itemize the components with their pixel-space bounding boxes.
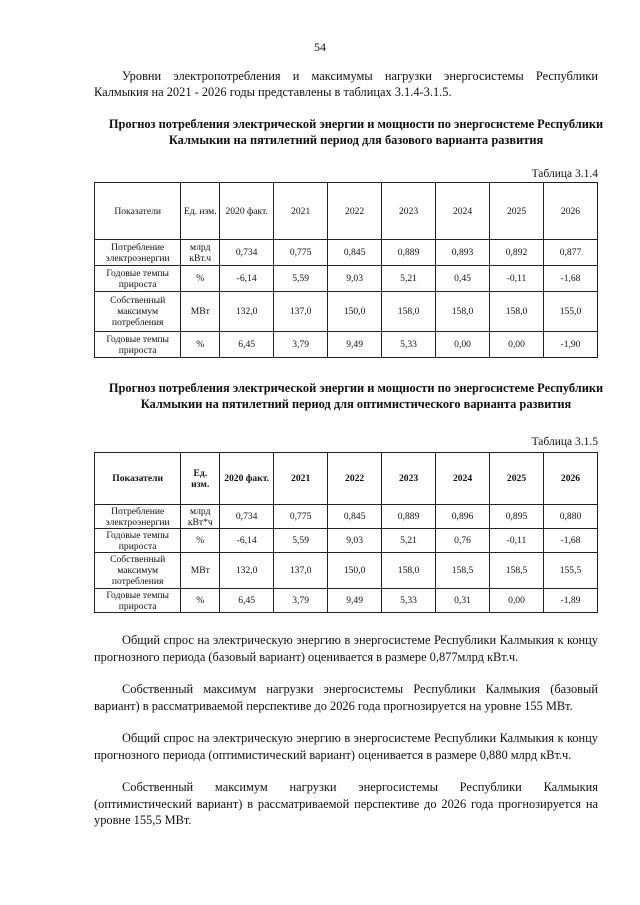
header-cell: Показатели	[95, 183, 181, 240]
unit-cell: %	[181, 332, 220, 358]
value-cell: -0,11	[490, 266, 544, 292]
value-cell: 0,00	[490, 332, 544, 358]
table-header-row	[95, 453, 598, 505]
value-cell: 0,734	[220, 505, 274, 529]
value-cell: 158,0	[490, 292, 544, 332]
header-cell: 2025	[490, 453, 544, 505]
row-label: Годовые темпы прироста	[95, 266, 181, 292]
value-cell: 0,31	[436, 589, 490, 613]
value-cell: 150,0	[328, 553, 382, 589]
value-cell: 9,49	[328, 589, 382, 613]
value-cell: 9,49	[328, 332, 382, 358]
header-cell: Ед. изм.	[181, 453, 220, 505]
value-cell: 158,0	[382, 292, 436, 332]
header-cell: 2022	[328, 453, 382, 505]
value-cell: 0,734	[220, 240, 274, 266]
value-cell: 5,21	[382, 529, 436, 553]
header-cell: 2021	[274, 453, 328, 505]
value-cell: -1,68	[544, 266, 598, 292]
value-cell: -1,90	[544, 332, 598, 358]
unit-cell: %	[181, 266, 220, 292]
row-label: Собственный максимум потребления	[95, 553, 181, 589]
header-cell: 2023	[382, 453, 436, 505]
header-cell: Ед. изм.	[181, 183, 220, 240]
header-cell: 2021	[274, 183, 328, 240]
value-cell: 0,76	[436, 529, 490, 553]
row-label: Годовые темпы прироста	[95, 529, 181, 553]
value-cell: 137,0	[274, 553, 328, 589]
unit-cell: млрд кВт.ч	[181, 240, 220, 266]
paragraph-demand-base: Общий спрос на электрическую энергию в энергосистеме Республики Калмыкия к концу прогнозного периода (базовый вариант) оценивается в размере 0,877млрд кВт.ч.	[94, 633, 598, 664]
header-cell: 2025	[490, 183, 544, 240]
value-cell: 0,00	[490, 589, 544, 613]
value-cell: 158,5	[490, 553, 544, 589]
forecast-table-optimistic	[94, 452, 598, 613]
value-cell: 0,845	[328, 505, 382, 529]
table2-caption: Таблица 3.1.5	[531, 436, 598, 448]
table-row	[95, 240, 598, 266]
value-cell: 9,03	[328, 266, 382, 292]
forecast-table-base	[94, 182, 598, 358]
table-row	[95, 505, 598, 529]
header-cell: 2024	[436, 183, 490, 240]
value-cell: 150,0	[328, 292, 382, 332]
value-cell: 9,03	[328, 529, 382, 553]
table-row	[95, 292, 598, 332]
value-cell: 0,889	[382, 240, 436, 266]
paragraph-max-optimistic: Собственный максимум нагрузки энергосистемы Республики Калмыкия (оптимистический вариант) в рассматриваемой перспективе до 2026 года прогнозируется на уровне 155,5 МВт.	[94, 780, 598, 827]
value-cell: 6,45	[220, 332, 274, 358]
table-row	[95, 332, 598, 358]
paragraph-demand-optimistic: Общий спрос на электрическую энергию в энергосистеме Республики Калмыкия к концу прогнозного периода (оптимистический вариант) оценивается в размере 0,880 млрд кВт.ч.	[94, 731, 598, 762]
value-cell: -1,89	[544, 589, 598, 613]
value-cell: -1,68	[544, 529, 598, 553]
value-cell: 0,893	[436, 240, 490, 266]
value-cell: 0,896	[436, 505, 490, 529]
unit-cell: %	[181, 529, 220, 553]
value-cell: 6,45	[220, 589, 274, 613]
header-cell: 2023	[382, 183, 436, 240]
value-cell: 132,0	[220, 292, 274, 332]
value-cell: 0,892	[490, 240, 544, 266]
value-cell: 3,79	[274, 332, 328, 358]
value-cell: 155,0	[544, 292, 598, 332]
header-cell: 2022	[328, 183, 382, 240]
row-label: Годовые темпы прироста	[95, 332, 181, 358]
header-cell: 2026	[544, 183, 598, 240]
value-cell: 0,775	[274, 240, 328, 266]
header-cell: 2020 факт.	[220, 183, 274, 240]
table-row	[95, 589, 598, 613]
value-cell: 132,0	[220, 553, 274, 589]
value-cell: 158,0	[382, 553, 436, 589]
value-cell: -0,11	[490, 529, 544, 553]
table-row	[95, 529, 598, 553]
value-cell: 5,59	[274, 266, 328, 292]
value-cell: 158,5	[436, 553, 490, 589]
unit-cell: МВт	[181, 553, 220, 589]
value-cell: 0,877	[544, 240, 598, 266]
table2-heading: Прогноз потребления электрической энергии и мощности по энергосистеме Республики Калмыкии на пятилетний период для оптимистического варианта развития	[108, 381, 604, 411]
unit-cell: млрд кВт*ч	[181, 505, 220, 529]
table-row	[95, 266, 598, 292]
header-cell: 2026	[544, 453, 598, 505]
value-cell: 5,33	[382, 589, 436, 613]
row-label: Годовые темпы прироста	[95, 589, 181, 613]
value-cell: 5,33	[382, 332, 436, 358]
table-row	[95, 553, 598, 589]
row-label: Потребление электроэнергии	[95, 505, 181, 529]
header-cell: Показатели	[95, 453, 181, 505]
page-number: 54	[314, 40, 326, 54]
value-cell: 0,880	[544, 505, 598, 529]
value-cell: 0,845	[328, 240, 382, 266]
value-cell: 3,79	[274, 589, 328, 613]
value-cell: 5,59	[274, 529, 328, 553]
unit-cell: МВт	[181, 292, 220, 332]
table1-heading: Прогноз потребления электрической энергии и мощности по энергосистеме Республики Калмыкии на пятилетний период для базового варианта развития	[108, 117, 604, 147]
row-label: Потребление электроэнергии	[95, 240, 181, 266]
value-cell: 0,775	[274, 505, 328, 529]
value-cell: 0,00	[436, 332, 490, 358]
value-cell: 155,5	[544, 553, 598, 589]
value-cell: 137,0	[274, 292, 328, 332]
value-cell: -6,14	[220, 266, 274, 292]
paragraph-max-base: Собственный максимум нагрузки энергосистемы Республики Калмыкия (базовый вариант) в рассматриваемой перспективе до 2026 года прогнозируется на уровне 155 МВт.	[94, 682, 598, 713]
header-cell: 2024	[436, 453, 490, 505]
unit-cell: %	[181, 589, 220, 613]
value-cell: 0,45	[436, 266, 490, 292]
header-cell: 2020 факт.	[220, 453, 274, 505]
value-cell: 5,21	[382, 266, 436, 292]
table1-caption: Таблица 3.1.4	[531, 168, 598, 180]
value-cell: -6,14	[220, 529, 274, 553]
value-cell: 0,889	[382, 505, 436, 529]
value-cell: 158,0	[436, 292, 490, 332]
value-cell: 0,895	[490, 505, 544, 529]
table-header-row	[95, 183, 598, 240]
row-label: Собственный максимум потребления	[95, 292, 181, 332]
intro-paragraph: Уровни электропотребления и максимумы нагрузки энергосистемы Республики Калмыкия на 2021 - 2026 годы представлены в таблицах 3.1.4-3.1.5.	[94, 69, 598, 99]
